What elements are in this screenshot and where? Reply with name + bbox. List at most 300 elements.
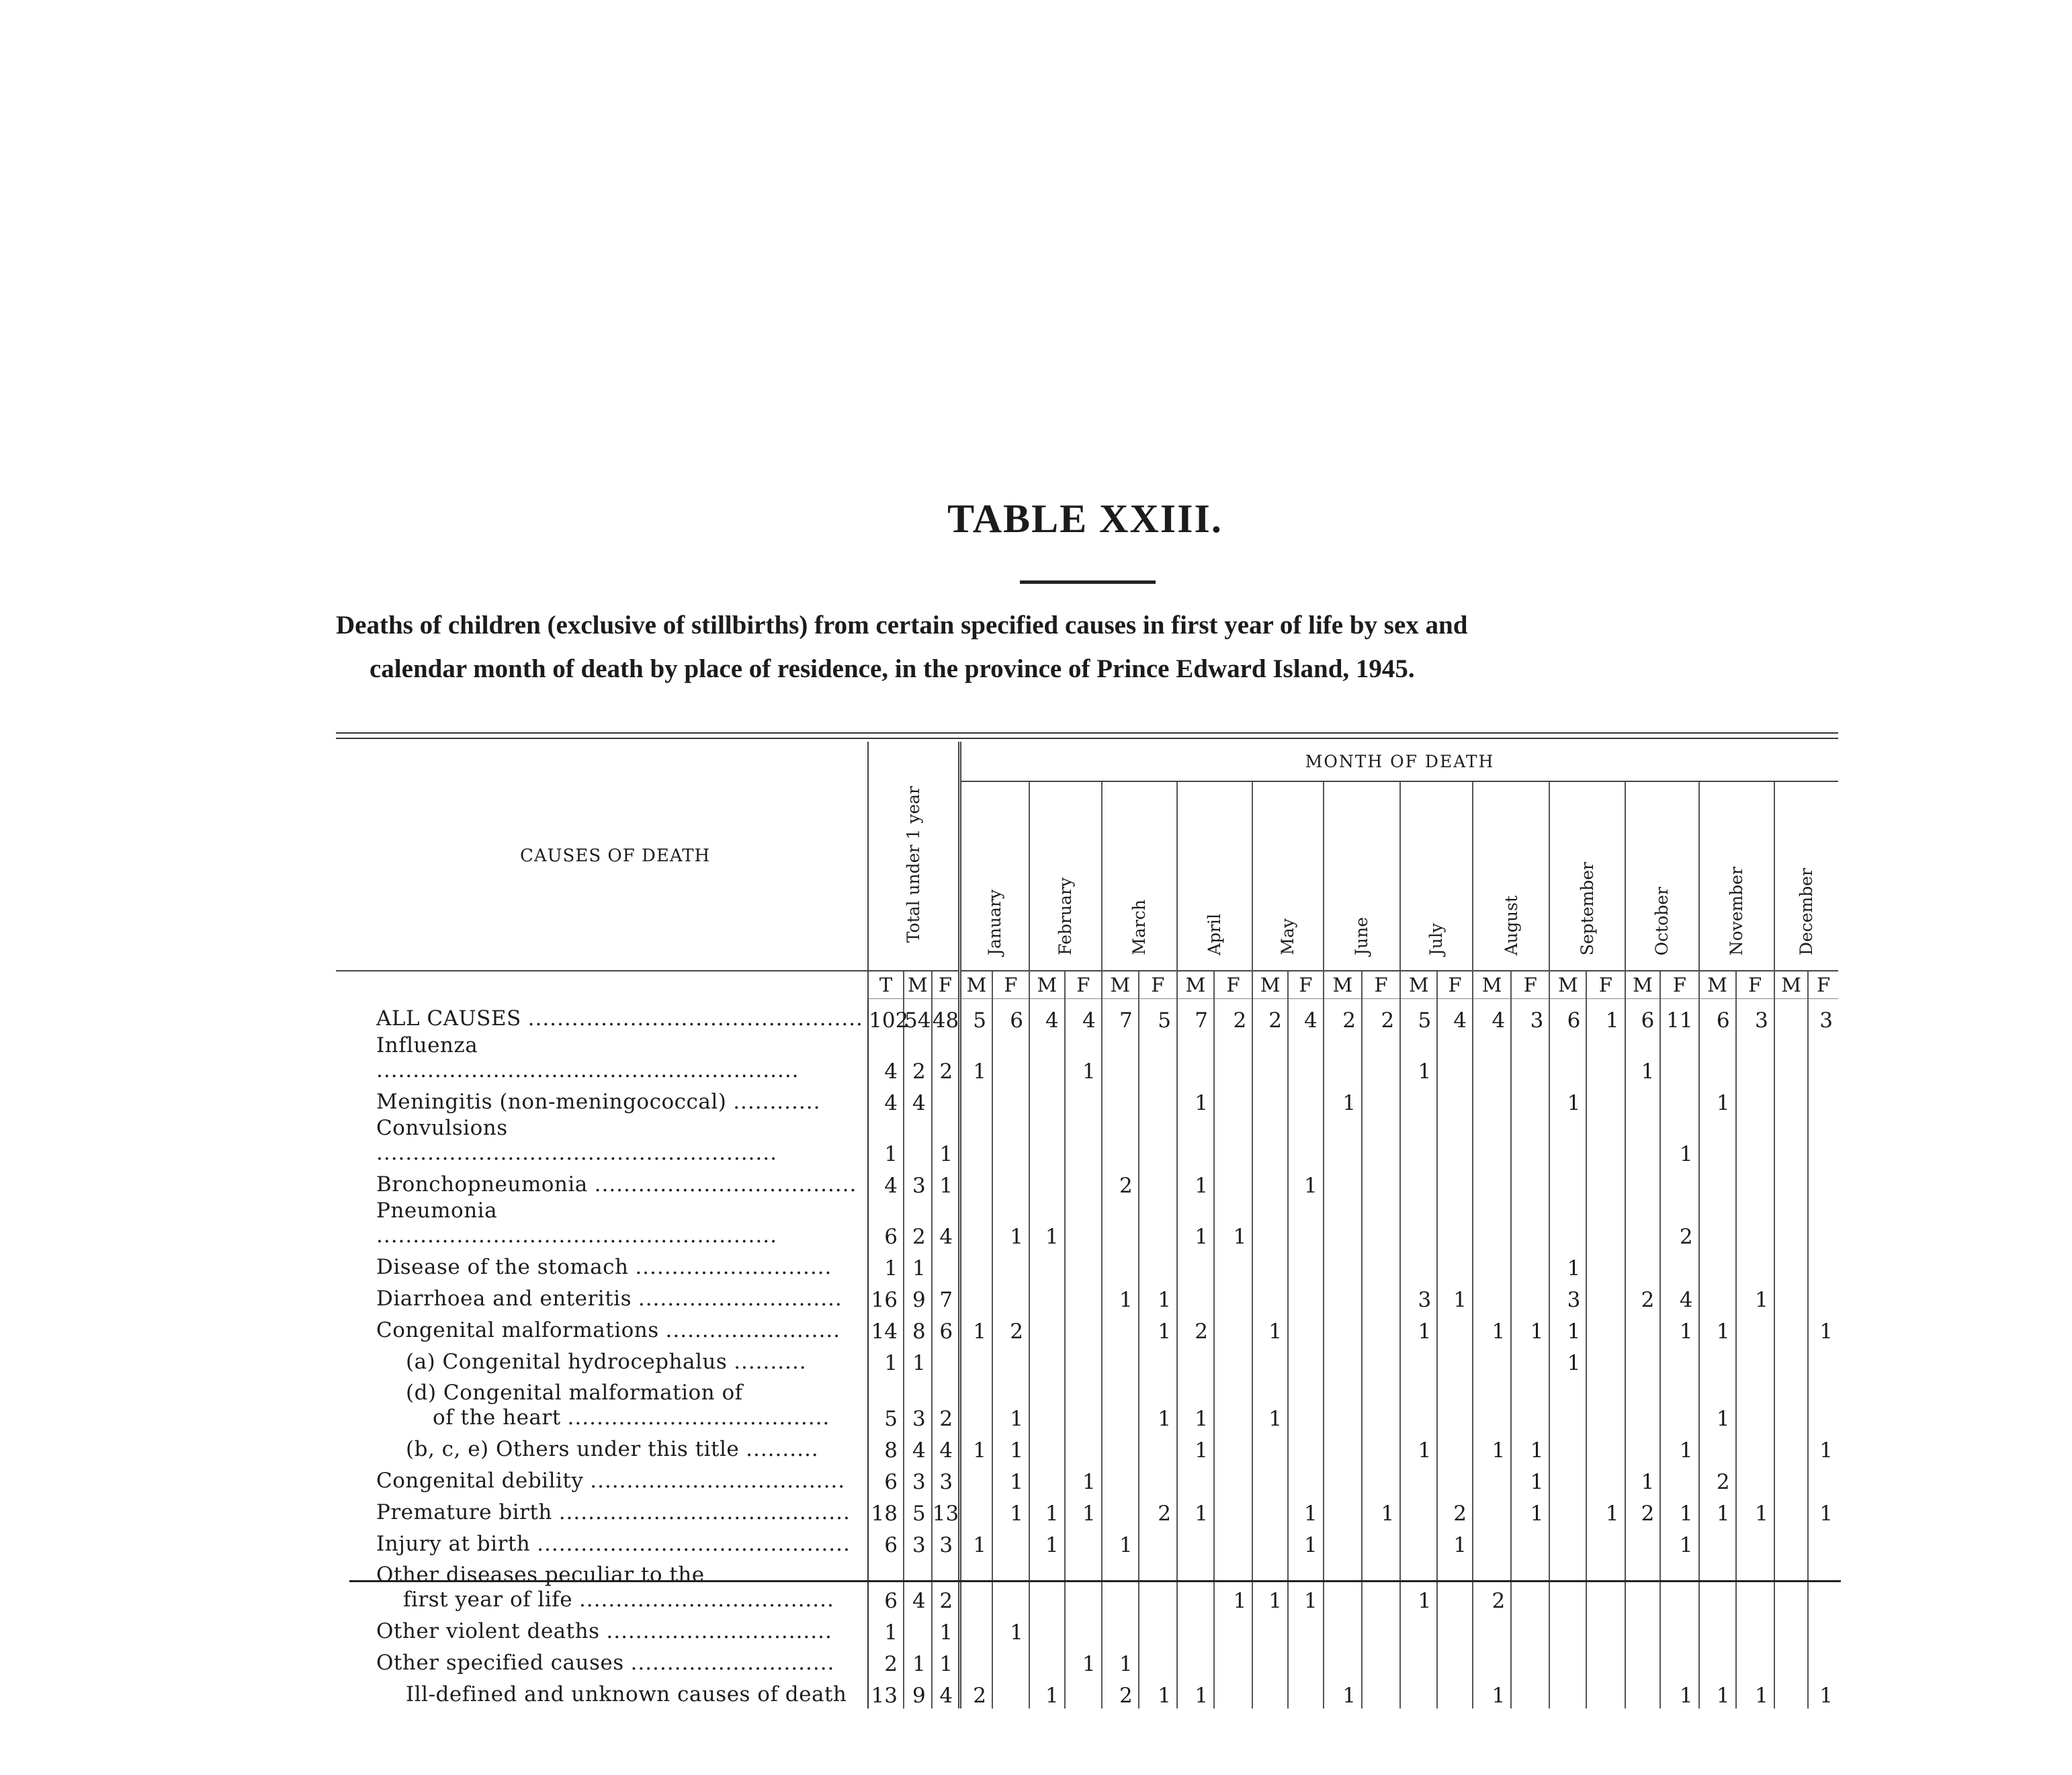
may-m-cell [1252, 1281, 1288, 1313]
april-f-cell [1214, 1167, 1252, 1199]
cause-label-block [376, 1090, 867, 1115]
october-m-cell [1625, 1167, 1661, 1199]
december-m-cell [1774, 1313, 1809, 1344]
october-m-cell [1625, 1614, 1661, 1645]
february-m-cell [1029, 1558, 1065, 1614]
february-m-cell: 4 [1029, 999, 1065, 1034]
cause-cell [336, 1313, 868, 1344]
august-f-cell [1511, 1033, 1549, 1084]
august-m-cell: 2 [1473, 1558, 1511, 1614]
december-f-cell [1808, 1376, 1838, 1432]
june-m-cell [1324, 1116, 1362, 1167]
november-f-cell [1736, 1344, 1774, 1376]
leader-dots: .......... [746, 1436, 819, 1461]
may-m-cell [1252, 1033, 1288, 1084]
may-f-cell [1288, 1432, 1324, 1463]
subtitle-line-1: Deaths of children (exclusive of stillbirths) from certain specified causes in first year of life by sex and [336, 611, 1468, 640]
september-f-cell [1586, 1033, 1625, 1084]
november-f-cell [1736, 1084, 1774, 1116]
may-f-cell: 1 [1288, 1495, 1324, 1526]
august-f-cell [1511, 1645, 1549, 1677]
april-m-cell: 1 [1177, 1084, 1214, 1116]
march-m-cell [1102, 1614, 1139, 1645]
october-m-cell [1625, 1376, 1661, 1432]
march-m-cell: 7 [1102, 999, 1139, 1034]
total-m-cell: 9 [904, 1677, 932, 1708]
august-m-cell [1473, 1250, 1511, 1281]
november-f-cell: 1 [1736, 1677, 1774, 1708]
july-m-cell [1400, 1677, 1437, 1708]
july-f-cell [1437, 1432, 1473, 1463]
month-header-october [1625, 781, 1699, 971]
october-m-cell: 1 [1625, 1033, 1661, 1084]
december-m-cell [1774, 1250, 1809, 1281]
january-f-cell [992, 1281, 1029, 1313]
cause-cell [336, 1376, 868, 1432]
august-m-cell [1473, 1033, 1511, 1084]
july-m-cell: 3 [1400, 1281, 1437, 1313]
total-m-cell [904, 1116, 932, 1167]
september-m-cell: 1 [1549, 1313, 1586, 1344]
june-m-cell: 1 [1324, 1084, 1362, 1116]
september-f-cell [1586, 1199, 1625, 1250]
october-m-cell: 1 [1625, 1463, 1661, 1495]
june-f-cell [1362, 1376, 1400, 1432]
february-f-cell: 1 [1065, 1645, 1102, 1677]
december-m-cell [1774, 1495, 1809, 1526]
leader-dots: ............ [733, 1089, 821, 1114]
may-f-cell [1288, 1313, 1324, 1344]
cause-label-continued: of the heart [433, 1405, 561, 1430]
cause-cell [336, 1526, 868, 1558]
august-m-cell: 4 [1473, 999, 1511, 1034]
june-f-cell [1362, 1463, 1400, 1495]
january-m-cell: 1 [960, 1526, 992, 1558]
april-f-cell: 1 [1214, 1199, 1252, 1250]
december-f-cell [1808, 1167, 1838, 1199]
august-f-cell [1511, 1344, 1549, 1376]
month-header-june [1324, 781, 1400, 971]
may-f-cell: 1 [1288, 1167, 1324, 1199]
june-m-cell [1324, 1376, 1362, 1432]
april-m-cell [1177, 1281, 1214, 1313]
may-f-cell [1288, 1281, 1324, 1313]
subheader-month-m: M [1324, 971, 1362, 999]
subheader-month-m: M [1177, 971, 1214, 999]
leader-dots: .................................... [594, 1172, 857, 1197]
november-m-cell: 1 [1699, 1313, 1736, 1344]
june-m-cell [1324, 1344, 1362, 1376]
month-label: December [1797, 867, 1817, 955]
december-m-cell [1774, 1033, 1809, 1084]
february-f-cell [1065, 1116, 1102, 1167]
subtitle-line-2: calendar month of death by place of residence, in the province of Prince Edward Island, 1945. [370, 654, 1415, 683]
april-f-cell [1214, 1645, 1252, 1677]
july-f-cell [1437, 1677, 1473, 1708]
march-f-cell [1139, 1033, 1177, 1084]
december-f-cell [1808, 1614, 1838, 1645]
july-m-cell [1400, 1199, 1437, 1250]
may-m-cell: 2 [1252, 999, 1288, 1034]
august-f-cell [1511, 1167, 1549, 1199]
total-t-cell: 4 [868, 1167, 904, 1199]
total-f-cell: 13 [932, 1495, 960, 1526]
august-f-cell [1511, 1281, 1549, 1313]
total-f-cell [932, 1250, 960, 1281]
march-m-cell [1102, 1558, 1139, 1614]
september-f-cell [1586, 1313, 1625, 1344]
table-row [336, 1376, 1838, 1432]
august-f-cell [1511, 1677, 1549, 1708]
cause-cell [336, 1463, 868, 1495]
september-f-cell [1586, 1645, 1625, 1677]
table-top-rule [336, 732, 1838, 734]
july-f-cell [1437, 1084, 1473, 1116]
cause-label-block [376, 1500, 867, 1525]
total-m-cell: 1 [904, 1645, 932, 1677]
november-f-cell: 1 [1736, 1281, 1774, 1313]
table-title: TABLE XXIII. [947, 496, 1223, 541]
october-m-cell: 2 [1625, 1281, 1661, 1313]
february-m-cell [1029, 1250, 1065, 1281]
september-m-cell [1549, 1526, 1586, 1558]
total-t-cell: 16 [868, 1281, 904, 1313]
march-f-cell [1139, 1432, 1177, 1463]
table-row [336, 1495, 1838, 1526]
october-f-cell [1660, 1463, 1698, 1495]
january-f-cell: 1 [992, 1463, 1029, 1495]
july-m-cell [1400, 1167, 1437, 1199]
june-m-cell [1324, 1313, 1362, 1344]
november-m-cell [1699, 1645, 1736, 1677]
september-f-cell: 1 [1586, 1495, 1625, 1526]
april-m-cell [1177, 1526, 1214, 1558]
june-f-cell [1362, 1526, 1400, 1558]
may-m-cell [1252, 1167, 1288, 1199]
january-m-cell [960, 1199, 992, 1250]
august-m-cell [1473, 1376, 1511, 1432]
july-m-cell [1400, 1526, 1437, 1558]
december-f-cell: 3 [1808, 999, 1838, 1034]
february-m-cell: 1 [1029, 1677, 1065, 1708]
june-m-cell [1324, 1526, 1362, 1558]
august-f-cell: 1 [1511, 1432, 1549, 1463]
november-f-cell [1736, 1116, 1774, 1167]
cause-label-block [406, 1381, 867, 1430]
march-f-cell: 1 [1139, 1313, 1177, 1344]
total-t-cell: 1 [868, 1116, 904, 1167]
june-f-cell [1362, 1313, 1400, 1344]
month-header-march [1102, 781, 1177, 971]
january-m-cell [960, 1116, 992, 1167]
december-f-cell [1808, 1033, 1838, 1084]
march-f-cell: 1 [1139, 1677, 1177, 1708]
cause-label-block [376, 1469, 867, 1493]
september-f-cell [1586, 1167, 1625, 1199]
may-f-cell [1288, 1199, 1324, 1250]
month-label: June [1352, 916, 1372, 955]
total-t-cell: 6 [868, 1199, 904, 1250]
table-row [336, 1344, 1838, 1376]
october-f-cell: 1 [1660, 1495, 1698, 1526]
january-f-cell [992, 1116, 1029, 1167]
october-m-cell [1625, 1084, 1661, 1116]
november-f-cell [1736, 1614, 1774, 1645]
july-f-cell [1437, 1645, 1473, 1677]
september-f-cell: 1 [1586, 999, 1625, 1034]
month-label: August [1501, 895, 1521, 955]
total-m-cell: 4 [904, 1558, 932, 1614]
november-m-cell: 1 [1699, 1495, 1736, 1526]
may-f-cell [1288, 1344, 1324, 1376]
september-m-cell: 1 [1549, 1344, 1586, 1376]
total-m-cell: 8 [904, 1313, 932, 1344]
august-m-cell [1473, 1116, 1511, 1167]
december-m-cell [1774, 1167, 1809, 1199]
january-f-cell [992, 1645, 1029, 1677]
june-f-cell [1362, 1250, 1400, 1281]
june-f-cell [1362, 1614, 1400, 1645]
january-f-cell [992, 1167, 1029, 1199]
august-m-cell: 1 [1473, 1432, 1511, 1463]
october-f-cell [1660, 1558, 1698, 1614]
october-f-cell: 4 [1660, 1281, 1698, 1313]
november-m-cell [1699, 1281, 1736, 1313]
total-t-cell: 2 [868, 1645, 904, 1677]
leader-dots: ....................................................... [376, 1223, 777, 1248]
february-m-cell [1029, 1432, 1065, 1463]
month-header-may [1252, 781, 1324, 971]
august-f-cell [1511, 1250, 1549, 1281]
february-f-cell: 1 [1065, 1495, 1102, 1526]
cause-label-block [376, 1033, 867, 1082]
may-m-cell [1252, 1344, 1288, 1376]
total-m-cell: 1 [904, 1344, 932, 1376]
total-header-label: Total under 1 year [904, 786, 923, 943]
may-m-cell [1252, 1526, 1288, 1558]
january-m-cell [960, 1495, 992, 1526]
cause-cell [336, 1199, 868, 1250]
cause-label: (b, c, e) Others under this title [406, 1436, 740, 1461]
december-m-cell [1774, 1281, 1809, 1313]
june-f-cell [1362, 1432, 1400, 1463]
table-row [336, 999, 1838, 1034]
cause-cell [336, 1084, 868, 1116]
february-m-cell [1029, 1344, 1065, 1376]
total-t-cell: 6 [868, 1526, 904, 1558]
october-f-cell [1660, 1084, 1698, 1116]
leader-dots: ............................ [638, 1286, 843, 1311]
may-f-cell [1288, 1116, 1324, 1167]
total-m-cell: 9 [904, 1281, 932, 1313]
subheader-month-f: F [1437, 971, 1473, 999]
july-f-cell: 4 [1437, 999, 1473, 1034]
february-f-cell [1065, 1677, 1102, 1708]
march-m-cell [1102, 1084, 1139, 1116]
deaths-table [336, 742, 1838, 1708]
leader-dots: ....................................................... [376, 1140, 777, 1165]
month-label: March [1129, 900, 1150, 955]
april-m-cell [1177, 1033, 1214, 1084]
subheader-month-m: M [1549, 971, 1586, 999]
february-m-cell [1029, 1313, 1065, 1344]
july-m-cell [1400, 1463, 1437, 1495]
april-m-cell: 1 [1177, 1495, 1214, 1526]
february-m-cell [1029, 1376, 1065, 1432]
march-m-cell: 1 [1102, 1281, 1139, 1313]
subheader-month-f: F [1511, 971, 1549, 999]
june-m-cell [1324, 1250, 1362, 1281]
march-m-cell [1102, 1033, 1139, 1084]
december-m-cell [1774, 1344, 1809, 1376]
march-f-cell [1139, 1167, 1177, 1199]
november-f-cell [1736, 1313, 1774, 1344]
march-f-cell: 5 [1139, 999, 1177, 1034]
july-f-cell [1437, 1558, 1473, 1614]
january-f-cell: 1 [992, 1495, 1029, 1526]
month-label: May [1278, 918, 1298, 955]
september-m-cell [1549, 1432, 1586, 1463]
may-f-cell [1288, 1463, 1324, 1495]
august-f-cell [1511, 1116, 1549, 1167]
july-f-cell [1437, 1250, 1473, 1281]
september-m-cell [1549, 1645, 1586, 1677]
july-f-cell [1437, 1116, 1473, 1167]
november-m-cell [1699, 1558, 1736, 1614]
march-f-cell [1139, 1199, 1177, 1250]
september-m-cell [1549, 1199, 1586, 1250]
december-m-cell [1774, 1432, 1809, 1463]
february-f-cell [1065, 1281, 1102, 1313]
january-m-cell [960, 1614, 992, 1645]
february-f-cell: 4 [1065, 999, 1102, 1034]
march-m-cell [1102, 1463, 1139, 1495]
october-f-cell: 1 [1660, 1116, 1698, 1167]
march-f-cell: 2 [1139, 1495, 1177, 1526]
october-f-cell: 1 [1660, 1526, 1698, 1558]
total-m-cell: 54 [904, 999, 932, 1034]
december-f-cell: 1 [1808, 1313, 1838, 1344]
leader-dots: ........................ [665, 1317, 841, 1342]
october-f-cell [1660, 1250, 1698, 1281]
december-m-cell [1774, 1376, 1809, 1432]
january-m-cell [960, 1645, 992, 1677]
january-m-cell: 1 [960, 1313, 992, 1344]
may-m-cell: 1 [1252, 1558, 1288, 1614]
february-f-cell: 1 [1065, 1033, 1102, 1084]
november-m-cell: 1 [1699, 1376, 1736, 1432]
january-f-cell [992, 1526, 1029, 1558]
leader-dots: .............................................. [527, 1006, 863, 1031]
april-f-cell [1214, 1526, 1252, 1558]
leader-dots: ........................................... [537, 1531, 851, 1556]
september-m-cell [1549, 1614, 1586, 1645]
march-f-cell [1139, 1614, 1177, 1645]
august-m-cell: 1 [1473, 1677, 1511, 1708]
november-f-cell [1736, 1376, 1774, 1432]
january-m-cell [960, 1463, 992, 1495]
july-f-cell [1437, 1614, 1473, 1645]
cause-label-block [406, 1437, 867, 1462]
subheader-month-f: F [1660, 971, 1698, 999]
total-m-cell: 4 [904, 1084, 932, 1116]
july-m-cell: 1 [1400, 1558, 1437, 1614]
march-f-cell: 1 [1139, 1281, 1177, 1313]
december-m-cell [1774, 1677, 1809, 1708]
september-m-cell [1549, 1677, 1586, 1708]
table-row [336, 1677, 1838, 1708]
august-m-cell [1473, 1614, 1511, 1645]
january-f-cell: 1 [992, 1376, 1029, 1432]
april-m-cell: 1 [1177, 1677, 1214, 1708]
may-f-cell [1288, 1250, 1324, 1281]
december-f-cell [1808, 1526, 1838, 1558]
november-m-cell [1699, 1614, 1736, 1645]
september-f-cell [1586, 1558, 1625, 1614]
august-m-cell [1473, 1167, 1511, 1199]
may-m-cell [1252, 1463, 1288, 1495]
cause-label: Influenza [376, 1033, 478, 1057]
total-m-cell: 4 [904, 1432, 932, 1463]
november-f-cell [1736, 1432, 1774, 1463]
total-f-cell: 4 [932, 1677, 960, 1708]
total-m-cell: 1 [904, 1250, 932, 1281]
cause-label: Other violent deaths [376, 1618, 600, 1643]
table-row [336, 1033, 1838, 1084]
october-f-cell: 2 [1660, 1199, 1698, 1250]
february-f-cell [1065, 1526, 1102, 1558]
july-f-cell: 1 [1437, 1526, 1473, 1558]
april-f-cell [1214, 1376, 1252, 1432]
subheader-month-f: F [1214, 971, 1252, 999]
april-m-cell [1177, 1250, 1214, 1281]
october-f-cell [1660, 1645, 1698, 1677]
cause-label: (a) Congenital hydrocephalus [406, 1349, 728, 1374]
july-f-cell: 2 [1437, 1495, 1473, 1526]
december-m-cell [1774, 1463, 1809, 1495]
november-f-cell [1736, 1199, 1774, 1250]
june-m-cell [1324, 1033, 1362, 1084]
april-f-cell [1214, 1495, 1252, 1526]
july-f-cell [1437, 1463, 1473, 1495]
august-f-cell [1511, 1526, 1549, 1558]
july-f-cell [1437, 1313, 1473, 1344]
subheader-month-f: F [1288, 971, 1324, 999]
february-m-cell [1029, 1281, 1065, 1313]
january-m-cell [960, 1084, 992, 1116]
january-f-cell: 2 [992, 1313, 1029, 1344]
september-f-cell [1586, 1526, 1625, 1558]
november-m-cell [1699, 1033, 1736, 1084]
september-f-cell [1586, 1614, 1625, 1645]
july-m-cell: 1 [1400, 1033, 1437, 1084]
cause-label: Convulsions [376, 1116, 508, 1141]
october-f-cell: 11 [1660, 999, 1698, 1034]
august-f-cell [1511, 1376, 1549, 1432]
july-m-cell [1400, 1376, 1437, 1432]
cause-label: Congenital malformations [376, 1317, 659, 1342]
cause-cell [336, 1558, 868, 1614]
february-f-cell: 1 [1065, 1463, 1102, 1495]
table-row [336, 1463, 1838, 1495]
october-m-cell [1625, 1645, 1661, 1677]
may-m-cell [1252, 1645, 1288, 1677]
july-m-cell: 5 [1400, 999, 1437, 1034]
total-t-cell: 1 [868, 1344, 904, 1376]
february-m-cell [1029, 1645, 1065, 1677]
total-m-cell: 3 [904, 1526, 932, 1558]
october-m-cell [1625, 1558, 1661, 1614]
